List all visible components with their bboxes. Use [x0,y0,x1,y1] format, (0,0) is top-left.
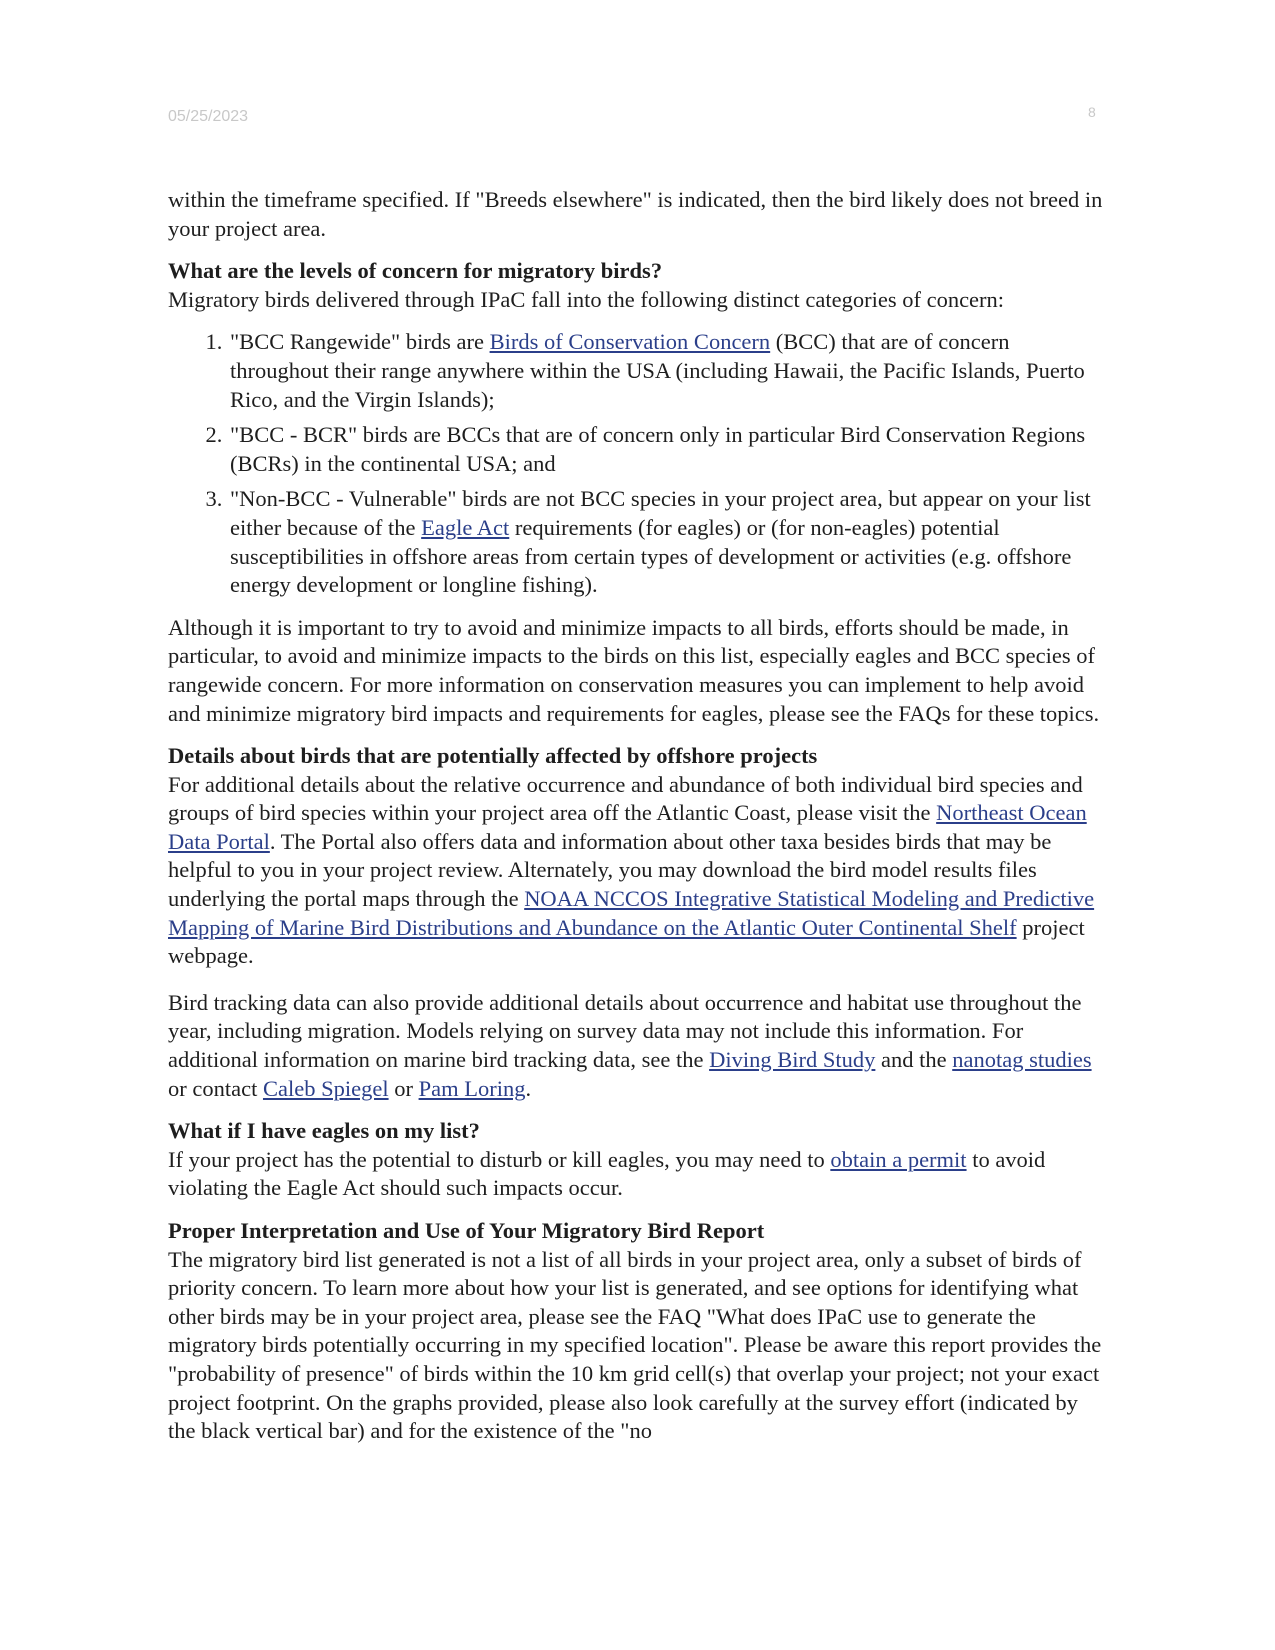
eagles-heading: What if I have eagles on my list? [168,1118,480,1144]
intro-paragraph: within the timeframe specified. If "Breeds elsewhere" is indicated, then the bird likely does not breed in your project area. [168,187,1103,241]
offshore-paragraph-2 [168,989,1108,1103]
eagles-text-post: to avoid violating the Eagle Act should such impacts occur. [168,1146,1046,1201]
offshore-p2-text-pre: Bird tracking data can also provide additional details about occurrence and habitat use throughout the year, including migration. Models relying on survey data may not include this information. For additional information on marine bird tracking data, see the [168,989,1082,1073]
offshore-p2-text-2: or contact [168,1075,263,1101]
eagles-text-pre: If your project has the potential to disturb or kill eagles, you may need to [168,1146,831,1172]
item3-text-pre: "Non-BCC - Vulnerable" birds are not BCC species in your project area, but appear on your list either because of the [230,486,1091,540]
list-item [228,485,1108,599]
levels-heading: What are the levels of concern for migratory birds? [168,258,663,284]
noaa-nccos-link[interactable]: NOAA NCCOS Integrative Statistical Modeling and Predictive Mapping of Marine Bird Distributions and Abundance on the Atlantic Outer Continental Shelf [168,886,1095,940]
diving-bird-study-link[interactable]: Diving Bird Study [709,1047,876,1073]
interpretation-paragraph: The migratory bird list generated is not a list of all birds in your project area, only a subset of birds of priority concern. To learn more about how your list is generated, and see options for identifying what other birds may be in your project area, please see the FAQ "What does IPaC use to generate the migratory birds potentially occurring in my specified location". Please be aware this report provides the "probability of presence" of birds within the 10 km grid cell(s) that overlap your project; not your exact project footprint. On the graphs provided, please also look carefully at the survey effort (indicated by the black vertical bar) and for the existence of the "no [168,1246,1102,1444]
levels-closing-paragraph: Although it is important to try to avoid and minimize impacts to all birds, efforts should be made, in particular, to avoid and minimize impacts to the birds on this list, especially eagles and BCC species of rangewide concern. For more information on conservation measures you can implement to help avoid and minimize migratory bird impacts and requirements for eagles, please see the FAQs for these topics. [168,614,1100,726]
obtain-a-permit-link[interactable]: obtain a permit [830,1146,967,1172]
item2-text: "BCC - BCR" birds are BCCs that are of concern only in particular Bird Conservation Regions (BCRs) in the continental USA; and [230,422,1086,476]
levels-intro: Migratory birds delivered through IPaC fall into the following distinct categories of concern: [168,286,1005,312]
concern-category-list [168,328,1108,599]
eagle-act-link[interactable]: Eagle Act [421,514,510,540]
page-date: 05/25/2023 [168,108,249,125]
document-body [168,186,1108,1446]
offshore-p2-text-1: and the [875,1047,953,1073]
offshore-p1-text-post: project webpage. [168,914,1085,969]
pam-loring-link[interactable]: Pam Loring [418,1075,526,1101]
offshore-heading: Details about birds that are potentially affected by offshore projects [168,743,818,769]
offshore-p2-text-post: . [525,1075,532,1101]
list-item [228,328,1108,414]
item1-text-pre: "BCC Rangewide" birds are [230,329,490,355]
caleb-spiegel-link[interactable]: Caleb Spiegel [262,1075,389,1101]
page-number: 8 [1088,104,1096,120]
item3-text-post: requirements (for eagles) or (for non-eagles) potential susceptibilities in offshore areas from certain types of development or activities (e.g. offshore energy development or longline fishing). [230,514,1072,598]
nanotag-studies-link[interactable]: nanotag studies [952,1047,1092,1073]
item1-text-post: (BCC) that are of concern throughout their range anywhere within the USA (including Hawaii, the Pacific Islands, Puerto Rico, and the Virgin Islands); [230,329,1085,412]
offshore-p1-text-pre: For additional details about the relative occurrence and abundance of both individual bird species and groups of bird species within your project area off the Atlantic Coast, please visit the [168,771,1083,826]
offshore-p2-text-3: or [388,1075,419,1101]
list-item [228,421,1108,478]
northeast-ocean-data-portal-link[interactable]: Northeast Ocean Data Portal [168,800,1087,854]
offshore-p1-text-mid: . The Portal also offers data and information about other taxa besides birds that may be helpful to you in your project review. Alternately, you may download the bird model results files underlying the portal maps through the [168,828,1052,912]
eagles-paragraph [168,1146,1108,1203]
birds-of-conservation-concern-link[interactable]: Birds of Conservation Concern [489,329,771,355]
interpretation-heading: Proper Interpretation and Use of Your Migratory Bird Report [168,1218,765,1243]
offshore-paragraph-1 [168,771,1108,971]
